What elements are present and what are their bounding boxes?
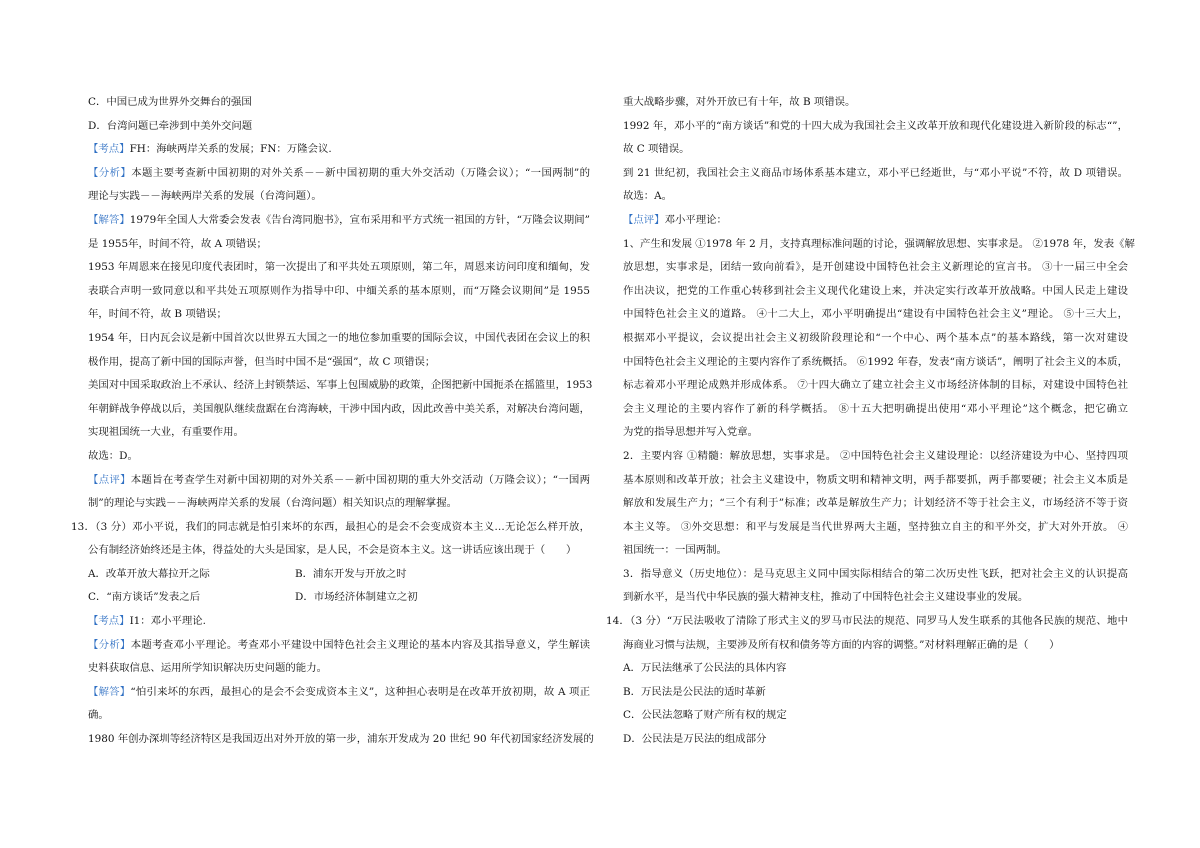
text-line	[88, 256, 590, 280]
line-text: D．台湾问题已牵涉到中美外交问题	[88, 119, 253, 132]
line-text: I1：邓小平理论.	[129, 615, 206, 628]
line-text: 美国对中国采取政治上不承认、经济上封锁禁运、军事上包围威胁的政策，企图把新中国扼杀在摇篮里，1953	[88, 379, 593, 392]
text-line	[623, 445, 1128, 469]
line-text: 为党的指导思想并写入党章。	[623, 426, 759, 439]
option-choice: D．市场经济体制建立之初	[295, 591, 418, 604]
line-text: 作出决议，把党的工作重心转移到社会主义现代化建设上来，并决定实行改革开放战略。中国人民走上建设	[623, 284, 1128, 297]
text-line	[623, 563, 1128, 587]
line-text: A．万民法继承了公民法的具体内容	[623, 662, 787, 675]
line-text: 1979年全国人大常委会发表《告台湾同胞书》，宣布采用和平方式统一祖国的方针，“万隆会议期间”	[129, 213, 590, 226]
line-text: 中国特色社会主义理论的主要内容作了系统概括。 ⑥1992 年春，发表“南方谈话”，阐明了社会主义的本质，	[623, 355, 1128, 368]
line-text: 中国特色社会主义的道路。 ④十二大上，邓小平明确提出“建设有中国特色社会主义”理论。 ⑤十三大上，	[623, 308, 1128, 321]
line-text: 邓小平理论：	[664, 213, 727, 226]
text-line	[88, 351, 590, 375]
section-tag: 【点评】	[88, 473, 131, 486]
text-line	[88, 398, 590, 422]
line-text: 解放和发展生产力；“三个有利于”标准；改革是解放生产力；计划经济不等于社会主义，市场经济不等于资	[623, 497, 1128, 510]
text-line	[88, 704, 590, 728]
option-choice: B．浦东开发与开放之时	[295, 567, 407, 580]
text-line	[623, 469, 1128, 493]
text-line	[88, 681, 590, 705]
line-text: 史料获取信息、运用所学知识解决历史问题的能力。	[88, 662, 327, 675]
line-text: 本题主要考查新中国初期的对外关系－－新中国初期的重大外交活动（万隆会议）；“一国两制”的	[131, 166, 590, 179]
line-text: 本主义等。 ③外交思想：和平与发展是当代世界两大主题，坚持独立自主的和平外交，扩大对外开放。 ④	[623, 520, 1128, 533]
text-line	[623, 138, 1128, 162]
option-choice: C．“南方谈话”发表之后	[88, 591, 201, 604]
section-tag: 【解答】	[88, 213, 130, 226]
text-line	[88, 728, 594, 752]
line-text: 故选：D。	[88, 449, 138, 462]
text-line	[88, 374, 593, 398]
line-text: 海商业习惯与法规，主要涉及所有权和债务等方面的内容的调整。”对材料理解正确的是（ ）	[623, 638, 1060, 651]
text-line	[623, 256, 1128, 280]
text-line	[623, 280, 1128, 304]
line-text: 2．主要内容 ①精髓：解放思想，实事求是。 ②中国特色社会主义建设理论：以经济建设为中心、坚持四项	[623, 449, 1128, 462]
line-text: （3 分）“万民法吸收了清除了形式主义的罗马市民法的规范、同罗马人发生联系的其他各民族的规范、地中	[630, 615, 1128, 628]
text-line	[88, 586, 590, 610]
text-line	[623, 586, 1128, 610]
line-text: 故 C 项错误。	[623, 143, 690, 156]
line-text: B．万民法是公民法的适时革新	[623, 685, 766, 698]
line-text: 标志着邓小平理论成熟并形成体系。 ⑦十四大确立了建立社会主义市场经济体制的目标，对建设中国特色社	[623, 379, 1128, 392]
text-line	[623, 162, 1128, 186]
line-text: （3 分）邓小平说，我们的同志就是怕引来坏的东西，最担心的是会不会变成资本主义…无论怎么样开放，	[95, 520, 590, 533]
text-line	[88, 492, 590, 516]
text-line	[623, 516, 1128, 540]
section-tag: 【考点】	[88, 615, 130, 628]
text-line	[623, 351, 1128, 375]
text-line	[88, 657, 590, 681]
line-text: 公有制经济始终还是主体，得益处的大头是国家，是人民，不会是资本主义。这一讲话应该出现于（ ）	[88, 544, 577, 557]
line-text: 制”的理论与实践－－海峡两岸关系的发展（台湾问题）相关知识点的理解掌握。	[88, 497, 457, 510]
text-line	[71, 516, 590, 540]
section-tag: 【点评】	[623, 213, 665, 226]
text-line	[623, 657, 1128, 681]
line-text: 1953 年周恩来在接见印度代表团时，第一次提出了和平共处五项原则，第二年，周恩来访问印度和缅甸，发	[88, 261, 590, 274]
text-line	[88, 115, 590, 139]
text-line	[623, 421, 1128, 445]
text-line	[623, 634, 1128, 658]
text-line	[88, 634, 590, 658]
section-tag: 【考点】	[88, 143, 130, 156]
line-text: 本题考查邓小平理论。考查邓小平建设中国特色社会主义理论的基本内容及其指导意义，学生解读	[130, 638, 590, 651]
option-choice: A．改革开放大幕拉开之际	[88, 567, 210, 580]
line-text: 重大战略步骤，对外开放已有十年，故 B 项错误。	[623, 96, 856, 108]
left-column	[71, 91, 594, 752]
text-line	[88, 185, 590, 209]
line-text: 基本原则和改革开放；社会主义建设中，物质文明和精神文明，两手都要抓，两手都要硬；社会主义本质是	[623, 473, 1128, 486]
text-line	[88, 138, 590, 162]
text-line	[88, 303, 590, 327]
text-line	[623, 185, 1128, 209]
text-line	[88, 539, 590, 563]
text-line	[623, 728, 1128, 752]
text-line	[623, 327, 1128, 351]
text-line	[88, 233, 590, 257]
section-tag: 【分析】	[88, 166, 132, 179]
text-line	[88, 445, 590, 469]
line-text: 表联合声明一致同意以和平共处五项原则作为指导中印、中缅关系的基本原则，而“万隆会议期间”是 1955	[88, 284, 590, 297]
text-line	[623, 91, 1128, 115]
line-text: 年朝鲜战争停战以后，美国舰队继续盘踞在台湾海峡，干涉中国内政，因此改善中美关系，对解决台湾问题，	[88, 402, 590, 415]
text-line	[623, 681, 1128, 705]
line-text: 实现祖国统一大业，有重要作用。	[88, 426, 244, 439]
text-line	[623, 209, 1128, 233]
text-line	[623, 233, 1135, 257]
line-text: C．中国已成为世界外交舞台的强国	[88, 96, 252, 108]
text-line	[606, 610, 1128, 634]
line-text: 到 21 世纪初，我国社会主义商品市场体系基本建立，邓小平已经逝世，与“邓小平说”不符，故 D 项错误。	[623, 166, 1128, 179]
line-text: D．公民法是万民法的组成部分	[623, 733, 767, 746]
line-text: 年，时间不符，故 B 项错误；	[88, 308, 227, 321]
line-text: 根据邓小平提议，会议提出社会主义初级阶段理论和“一个中心、两个基本点”的基本路线，第一次对建设	[623, 331, 1128, 344]
text-line	[88, 162, 590, 186]
line-text: 1、产生和发展 ①1978 年 2 月，支持真理标准问题的讨论，强调解放思想、实事求是。 ②1978 年，发表《解	[623, 237, 1135, 250]
line-text: C．公民法忽略了财产所有权的规定	[623, 709, 787, 722]
line-text: 到新水平，是当代中华民族的强大精神支柱，推动了中国特色社会主义建设事业的发展。	[623, 591, 1029, 604]
line-text: 祖国统一：一国两制。	[623, 544, 727, 557]
line-text: 极作用，提高了新中国的国际声誉，但当时中国不是“强国”，故 C 项错误；	[88, 355, 436, 368]
text-line	[88, 421, 590, 445]
line-text: 会主义理论的主要内容作了新的科学概括。 ⑧十五大把明确提出使用“邓小平理论”这个概念，把它确立	[623, 402, 1128, 415]
line-text: 1992 年，邓小平的“南方谈话”和党的十四大成为我国社会主义改革开放和现代化建设进入新阶段的标志“”，	[623, 119, 1128, 132]
text-line	[623, 115, 1128, 139]
text-line	[623, 398, 1128, 422]
line-text: 1954 年，日内瓦会议是新中国首次以世界五大国之一的地位参加重要的国际会议，中国代表团在会议上的积	[88, 331, 590, 344]
text-line	[88, 280, 590, 304]
line-text: 是 1955年，时间不符，故 A 项错误；	[88, 237, 267, 250]
question-number: 14．	[606, 615, 631, 628]
question-number: 13．	[71, 520, 96, 533]
text-line	[623, 374, 1128, 398]
text-line	[623, 704, 1128, 728]
line-text: 本题旨在考查学生对新中国初期的对外关系－－新中国初期的重大外交活动（万隆会议）；“一国两	[130, 473, 590, 486]
text-line	[88, 91, 590, 115]
text-line	[623, 492, 1128, 516]
text-line	[623, 303, 1128, 327]
line-text: “怕引来坏的东西，最担心的是会不会变成资本主义”，这种担心表明是在改革开放初期，故 A 项正	[130, 685, 591, 698]
section-tag: 【分析】	[88, 638, 131, 651]
text-line	[623, 539, 1128, 563]
right-column	[606, 91, 1135, 752]
line-text: FH：海峡两岸关系的发展；FN：万隆会议.	[129, 143, 332, 156]
line-text: 理论与实践－－海峡两岸关系的发展（台湾问题）。	[88, 190, 322, 203]
section-tag: 【解答】	[88, 685, 131, 698]
line-text: 放思想，实事求是，团结一致向前看》，是开创建设中国特色社会主义新理论的宣言书。 ③十一届三中全会	[623, 261, 1128, 274]
text-line	[88, 327, 590, 351]
line-text: 故选：A。	[623, 190, 673, 203]
line-text: 确。	[88, 709, 109, 722]
line-text: 1980 年创办深圳等经济特区是我国迈出对外开放的第一步，浦东开发成为 20 世纪 90 年代初国家经济发展的	[88, 733, 594, 746]
line-text: 3．指导意义（历史地位）：是马克思主义同中国实际相结合的第二次历史性飞跃，把对社会主义的认识提高	[623, 567, 1128, 580]
text-line	[88, 209, 590, 233]
text-line	[88, 563, 590, 587]
text-line	[88, 610, 590, 634]
text-line	[88, 469, 590, 493]
